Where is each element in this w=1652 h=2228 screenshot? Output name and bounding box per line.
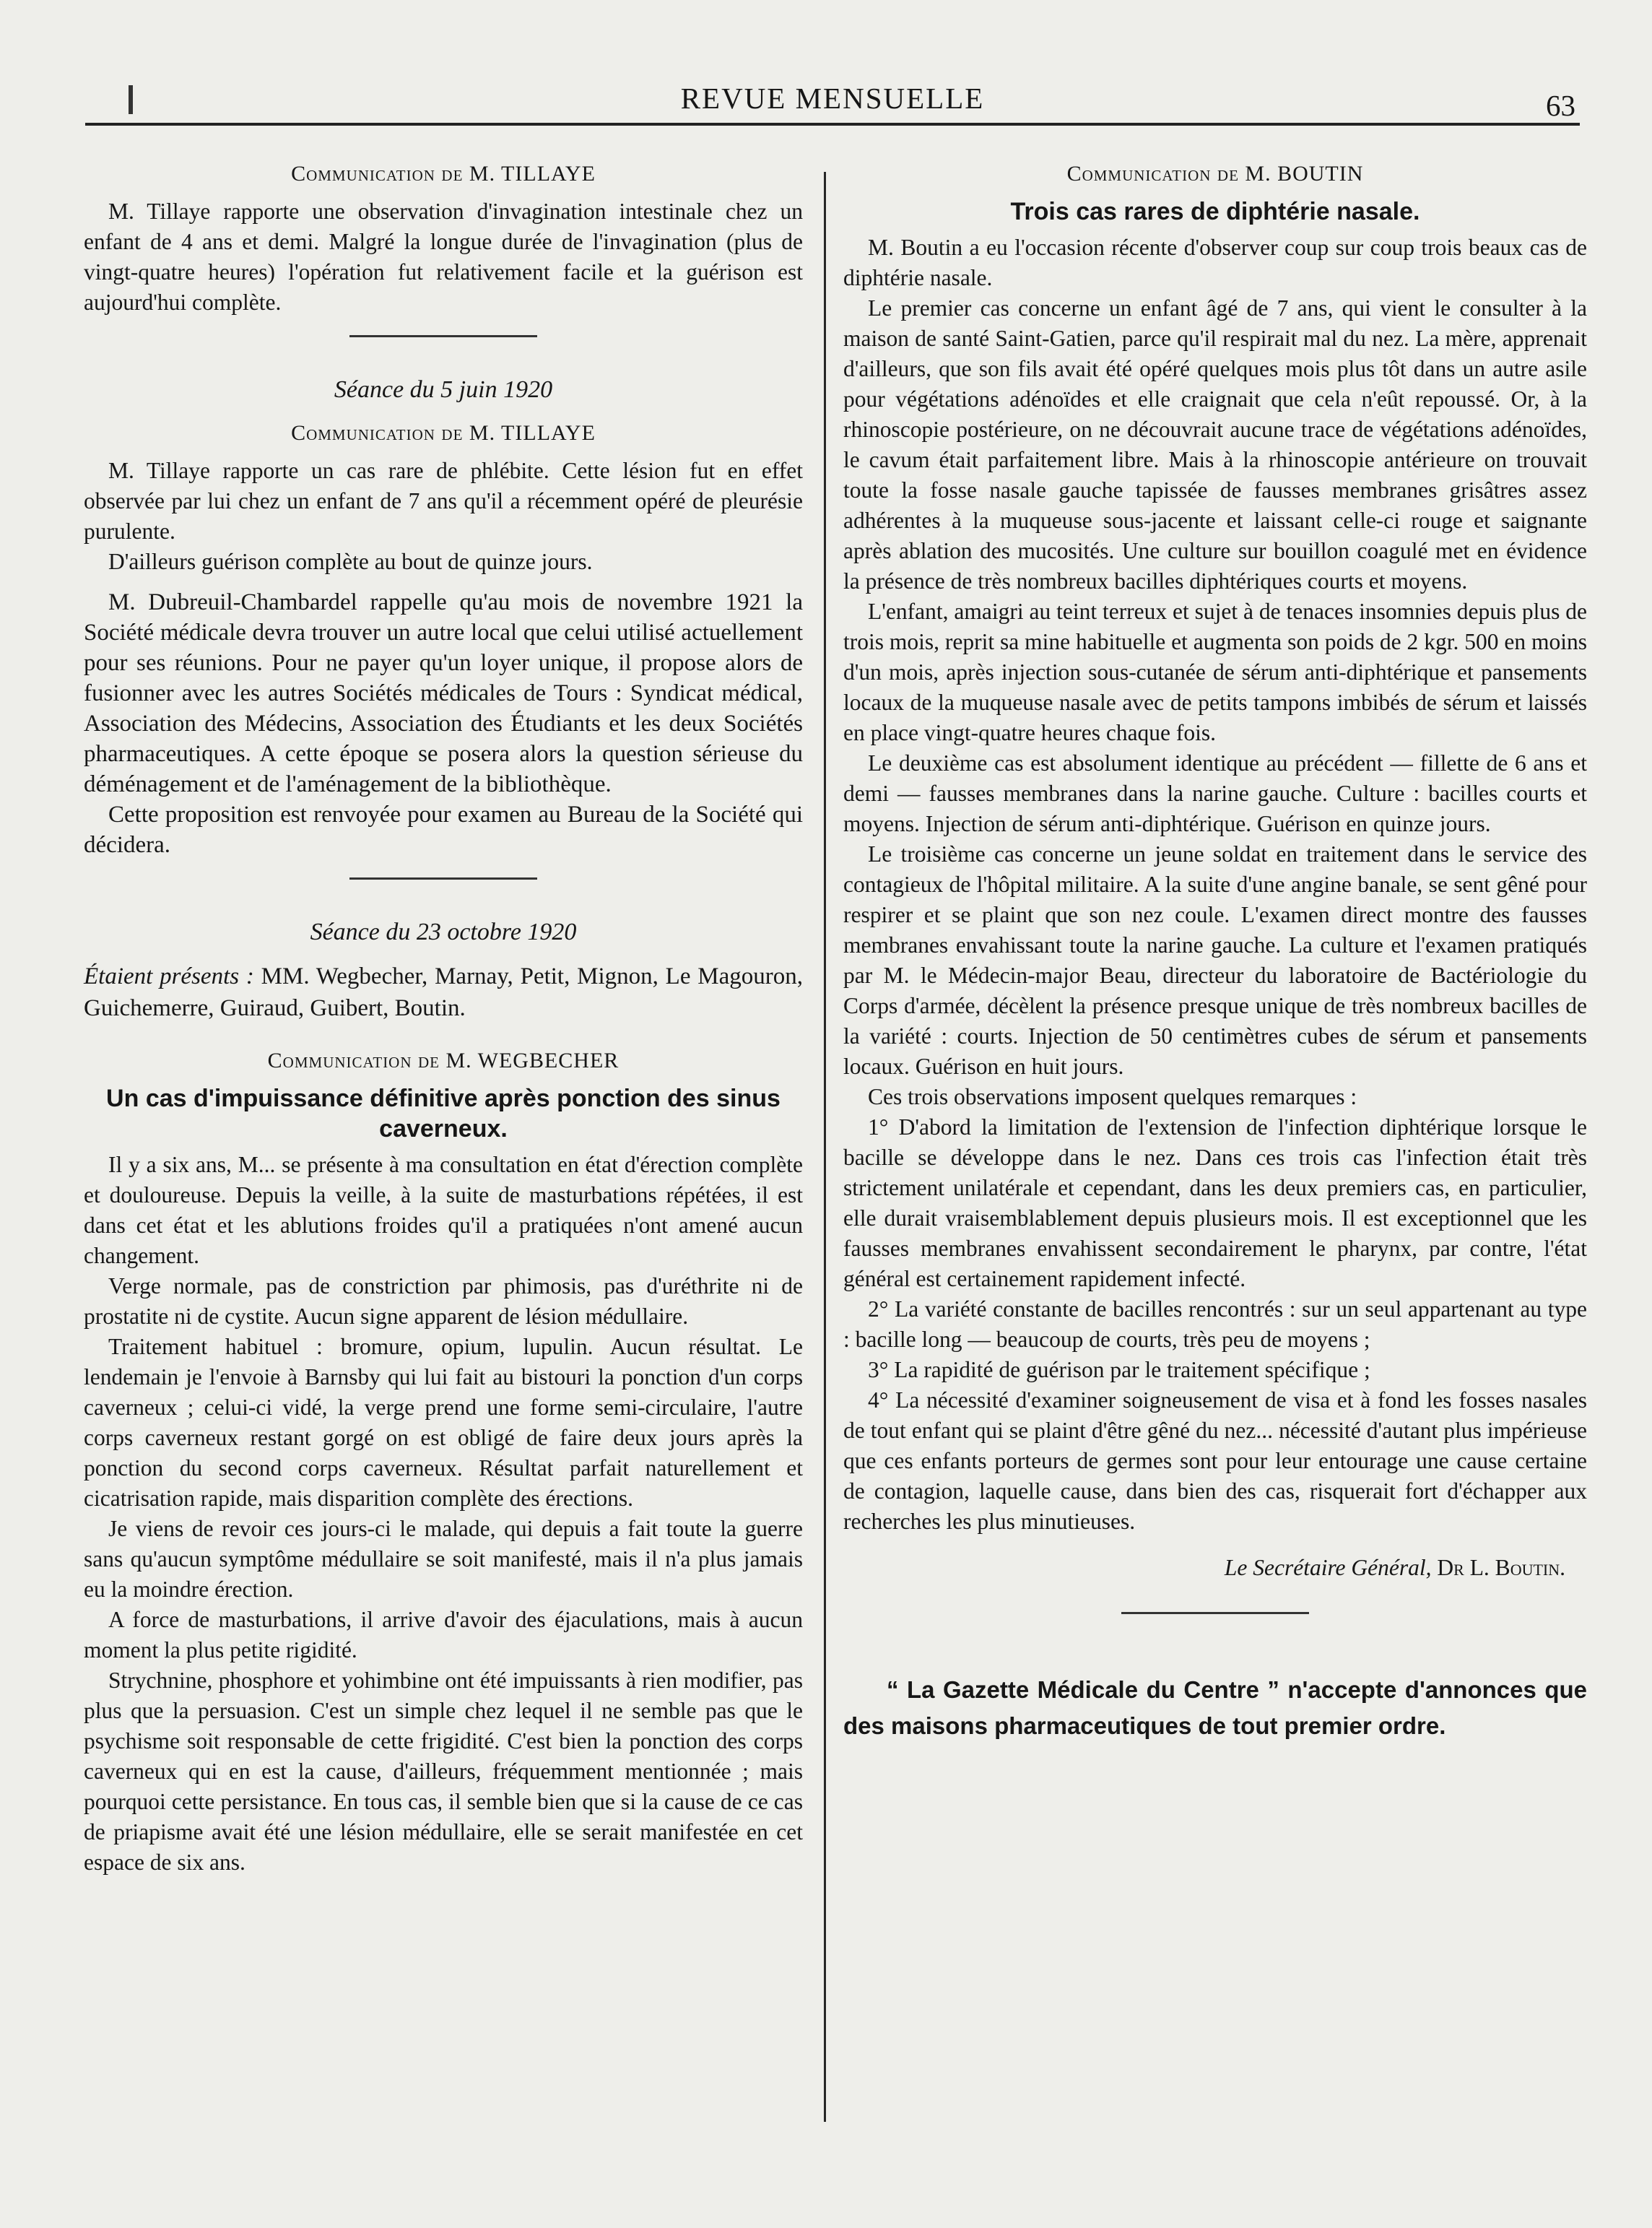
communication-prefix: Communication de M.	[1066, 162, 1271, 186]
paragraph: Strychnine, phosphore et yohimbine ont été impuissants à rien modifier, pas plus que la persuasion. C'est un simple chez lequel il ne semble pas que le psychisme soit responsable de cette frigidité. C'est bien la ponction des corps caverneux qui en est la cause, d'ailleurs, fréquemment mentionnée ; mais pourquoi cette persistance. En tous cas, il semble bien que si la cause de ce cas de priapisme avait été une lésion médullaire, elle se serait manifestée en cet espace de six ans.	[84, 1668, 803, 1875]
attendance-names: MM. Wegbecher, Marnay, Petit, Mignon, Le Magouron, Guichemerre, Guiraud, Guibert, Boutin.	[84, 963, 803, 1021]
paragraph: Verge normale, pas de constriction par phimosis, pas d'uréthrite ni de prostatite ni de cystite. Aucun signe apparent de lésion médullaire.	[84, 1273, 803, 1329]
paragraph: Traitement habituel : bromure, opium, lupulin. Aucun résultat. Le lendemain je l'envoie à Barnsby qui lui fait au bistouri la ponction d'un corps caverneux ; celui-ci vidé, la verge prend une forme semi-circulaire, l'autre corps caverneux restant gorgé on est obligé de faire deux jours après la ponction du second corps caverneux. Résultat parfait naturellement et cicatrisation rapide, mais disparition complète des érections.	[84, 1334, 803, 1511]
session-title: Séance du 23 octobre 1920	[310, 919, 577, 945]
paragraph: 2° La variété constante de bacilles rencontrés : sur un seul appartenant au type : bacille long — beaucoup de courts, très peu de moyens ;	[843, 1296, 1587, 1352]
paragraph: Cette proposition est renvoyée pour examen au Bureau de la Société qui décidera.	[84, 802, 803, 858]
section-rule	[1121, 1612, 1309, 1614]
paragraph: Le troisième cas concerne un jeune soldat en traitement dans le service des contagieux de l'hôpital militaire. A la suite d'une angine banale, se sent gêné pour respirer et se plaint que son nez coule. L'examen direct montre des fausses membranes envahissant toute la narine gauche. La culture et l'examen pratiqués par M. le Médecin-major Beau, directeur du laboratoire de Bactériologie du Corps d'armée, décèlent la présence presque unique de très nombreux bacilles de la variété : courts. Injection de 50 centimètres cubes de sérum et pansements locaux. Guérison en huit jours.	[843, 841, 1587, 1079]
communication-prefix: Communication de M.	[267, 1049, 472, 1072]
paragraph: M. Dubreuil-Chambardel rappelle qu'au mois de novembre 1921 la Société médicale devra trouver un autre local que celui utilisé actuellement pour ses réunions. Pour ne payer qu'un loyer unique, il propose alors de fusionner avec les autres Sociétés médicales de Tours : Syndicat médical, Association des Médecins, Association des Étudiants et les deux Sociétés pharmaceutiques. A cette époque se posera alors la question sérieuse du déménagement et de l'aménagement de la bibliothèque.	[84, 589, 803, 797]
left-column	[84, 159, 803, 1878]
communication-prefix: Communication de M.	[291, 162, 496, 186]
paragraph: Je viens de revoir ces jours-ci le malade, qui depuis a fait toute la guerre sans qu'aucun symptôme médullaire se soit manifesté, mais il n'a plus jamais eu la moindre érection.	[84, 1516, 803, 1602]
paragraph: Ces trois observations imposent quelques remarques :	[868, 1084, 1357, 1109]
paragraph: M. Boutin a eu l'occasion récente d'observer coup sur coup trois beaux cas de diphtérie nasale.	[843, 235, 1587, 290]
signature-role: Le Secrétaire Général,	[1224, 1555, 1432, 1580]
journal-title: REVUE MENSUELLE	[680, 82, 985, 115]
paragraph: Le premier cas concerne un enfant âgé de 7 ans, qui vient le consulter à la maison de santé Saint-Gatien, parce qu'il respirait mal du nez. La mère, apprenait d'ailleurs, que son fils avait été opéré quelques mois plus tôt dans un autre asile pour végétations adénoïdes et elle craignait que cela n'eût repoussé. Or, à la rhinoscopie postérieure, on ne découvrait aucune trace de végétations adénoïdes, le cavum était parfaitement libre. Mais à la rhinoscopie antérieure on trouvait toute la fosse nasale gauche tapissée de fausses membranes grisâtres assez adhérentes à la muqueuse sous-jacente et laissant celle-ci rouge et saignante après ablation des mucosités. Une culture sur bouillon coagulé met en évidence la présence de très nombreux bacilles diphtériques courts et moyens.	[843, 295, 1587, 594]
column-divider	[824, 172, 826, 2122]
publisher-notice: “ La Gazette Médicale du Centre ” n'accepte d'annonces que des maisons pharmaceutiques de tout premier ordre.	[843, 1676, 1587, 1739]
communication-author: TILLAYE	[501, 162, 596, 186]
paragraph: 3° La rapidité de guérison par le traitement spécifique ;	[868, 1357, 1370, 1382]
page-header	[85, 75, 1580, 126]
signature-name: Dr L. Boutin.	[1437, 1555, 1565, 1580]
communication-author: WEGBECHER	[477, 1049, 620, 1072]
section-rule	[349, 335, 537, 337]
article-heading: Un cas d'impuissance définitive après ponction des sinus caverneux.	[106, 1085, 781, 1143]
right-column	[843, 159, 1587, 1744]
paragraph: Il y a six ans, M... se présente à ma consultation en état d'érection complète et douloureuse. Depuis la veille, à la suite de masturbations répétées, il est dans cet état et les ablutions froides qu'il a pratiquées n'ont amené aucun changement.	[84, 1152, 803, 1268]
attendance-label: Étaient présents :	[84, 963, 254, 989]
paragraph: Le deuxième cas est absolument identique au précédent — fillette de 6 ans et demi — fausses membranes dans la narine gauche. Culture : bacilles courts et moyens. Injection de sérum anti-diphtérique. Guérison en quinze jours.	[843, 750, 1587, 836]
paragraph: A force de masturbations, il arrive d'avoir des éjaculations, mais à aucun moment la plus petite rigidité.	[84, 1607, 803, 1663]
communication-heading	[84, 159, 803, 189]
communication-author: TILLAYE	[501, 421, 596, 445]
communication-author: BOUTIN	[1277, 162, 1364, 186]
attendance	[84, 961, 803, 1024]
signature	[843, 1553, 1565, 1583]
communication-prefix: Communication de M.	[291, 421, 496, 445]
communication-heading	[84, 418, 803, 448]
session-title: Séance du 5 juin 1920	[334, 376, 553, 403]
section-rule	[349, 877, 537, 880]
page-number: 63	[1546, 89, 1575, 122]
article-heading: Trois cas rares de diphtérie nasale.	[1010, 198, 1420, 225]
paragraph: L'enfant, amaigri au teint terreux et sujet à de tenaces insomnies depuis plus de trois mois, reprit sa mine habituelle et augmenta son poids de 2 kgr. 500 en moins d'un mois, après injection sous-cutanée de sérum anti-diphtérique et pansements locaux de la muqueuse nasale avec de petits tampons imbibés de sérum et laissés en place vingt-quatre heures chaque fois.	[843, 599, 1587, 745]
paragraph: D'ailleurs guérison complète au bout de quinze jours.	[108, 549, 593, 574]
paragraph: M. Tillaye rapporte un cas rare de phlébite. Cette lésion fut en effet observée par lui chez un enfant de 7 ans qu'il a récemment opéré de pleurésie purulente.	[84, 458, 803, 544]
communication-heading	[843, 159, 1587, 189]
communication-heading	[84, 1046, 803, 1076]
paragraph: 4° La nécessité d'examiner soigneusement de visa et à fond les fosses nasales de tout enfant qui se plaint d'être gêné du nez... nécessité d'autant plus impérieuse que ces enfants porteurs de germes sont pour leur entourage une cause certaine de contagion, laquelle cause, dans bien des cas, risquerait fort d'échapper aux recherches les plus minutieuses.	[843, 1387, 1587, 1534]
paragraph: M. Tillaye rapporte une observation d'invagination intestinale chez un enfant de 4 ans et demi. Malgré la longue durée de l'invagination (plus de vingt-quatre heures) l'opération fut relativement facile et la guérison est aujourd'hui complète.	[84, 199, 803, 315]
paragraph: 1° D'abord la limitation de l'extension de l'infection diphtérique lorsque le bacille se développe dans le nez. Dans ces trois cas l'infection était très strictement unilatérale et cependant, dans les deux premiers cas, en particulier, elle durait vraisemblablement depuis plusieurs mois. Il est exceptionnel que les fausses membranes envahissent secondairement le pharynx, par contre, l'état général est certainement rapidement infecté.	[843, 1114, 1587, 1291]
